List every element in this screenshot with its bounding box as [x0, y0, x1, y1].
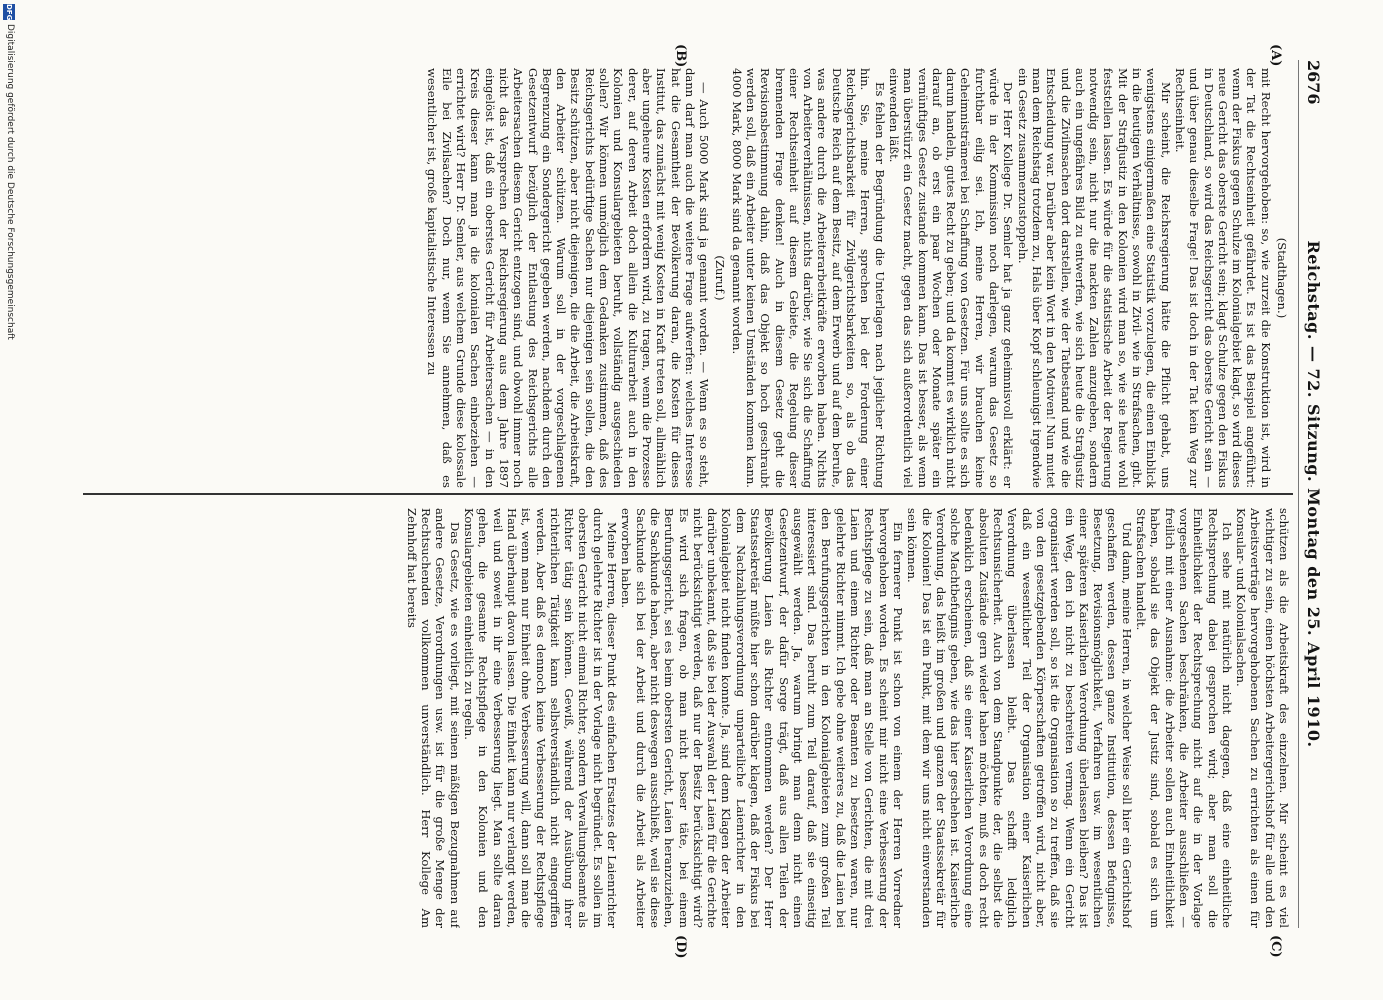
paragraph: Es fehlen der Begründung die Unterlagen nach jeglicher Richtung hin. Sie, meine Herren, sprechen bei der Forderung einer Reichsgerichtsbarkeit für Zivilgerichtsbarkeiten so, als ob das Deutsche Reich auf dem Besitz, auf dem Erwerb und auf dem beruhe, was andere durch die Arbeiterarbeitkräfte erworben haben. Nichts von Arbeiterverhältnissen, nichts darüber, wie Sie sich die Schaffung einer Rechtseinheit auf diesem Gebiete, die Regelung dieser brennenden Frage denken! Auch in diesem Gesetz geht die Revisionsbestimmung dahin, daß das Objekt so hoch geschraubt werden soll, daß ein Arbeiter unter keinen Umständen kommen kann. 4000 Mark, 8000 Mark sind da genannt worden.	[729, 68, 887, 488]
right-column	[86, 508, 1291, 928]
credit-text: Digitalisierung gefördert durch die Deutsche Forschungsgemeinschaft	[5, 24, 15, 340]
margin-marker-c: (C)	[1268, 935, 1283, 958]
paragraph: Meine Herren, dieser Punkt des einfachen Ersatzes der Laienrichter durch gelehrte Richter ist in der Vorlage nicht begründet. Es sollen im obersten Gericht nicht einmal Richter, sondern Verwaltungsbeamte als Richter tätig sein können. Gewiß, während der Ausübung ihrer richterlichen Tätigkeit kann selbstverständlich nicht eingegriffen werden. Aber daß es dennoch keine Verbesserung der Rechtspflege ist, wenn man nur Einheit ohne Verbesserung will, dann soll man die Hand überhaupt davon lassen. Die Einheit kann nur verlangt werden, weil und soweit in ihr eine Verbesserung liegt. Man sollte daran gehen, die gesamte Rechtspflege in den Kolonien und den Konsulargebieten einheitlich zu regeln.	[462, 508, 620, 928]
paragraph: Das Gesetz, wie es vorliegt, mit seinen mäßigen Bezugnahmen auf andere Gesetze, Verordnungen usw. ist für die große Menge der Rechtsuchenden vollkommen unverständlich. Herr Kollege Am Zehnhoff hat bereits	[404, 508, 462, 928]
paragraph: Ein fernerer Punkt ist schon von einem der Herren Vorredner hervorgehoben worden. Es scheint mir nicht eine Verbesserung der Rechtspflege zu sein, daß man an Stelle von Gerichten, die mit drei Laien und einem Richter oder Beamten zu besetzen waren, nur gelehrte Richter nimmt. Ich gebe ohne weiteres zu, daß die Laien bei den Berufungsgerichten in den Kolonialgebieten zum großen Teil interessiert sind. Das beruht zum Teil darauf, daß sie einseitig ausgewählt werden. Ja, warum bringt man denn nicht einen Gesetzentwurf, der dafür Sorge trägt, daß aus allen Teilen der Bevölkerung Laien als Richter entnommen werden? Der Herr Staatssekretär müßte hier schon darüber klagen, daß der Fiskus bei dem Nachzahlungsverordnung unparteiliche Laienrichter in den Kolonialgebiet nicht finden konnte. Ja, sind denn Klagen der Arbeiter darüber unbekannt, daß sie bei der Auswahl der Laien für die Gerichte nicht berücksichtigt werden, daß nur der Besitz berücksichtigt wird? Es wird sich fragen, ob man nicht besser täte, bei einem Berufungsgericht, sei es beim obersten Gericht, Laien heranzuziehen, die Sachkunde haben, aber nicht deswegen ausschließt, weil sie diese Sachkunde sich bei der Arbeit und durch die Arbeit als Arbeiter erworben haben.	[619, 508, 905, 928]
dfg-logo-icon: DFG	[5, 4, 13, 21]
paragraph: schützen als die Arbeitskraft des einzelnen. Mir scheint es viel wichtiger zu sein, einen höchsten Arbeitergerichtshof für alle und den Arbeitsverträge hervorgehobenen Sachen zu errichten als einen für Konsular- und Kolonialsachen.	[1234, 508, 1291, 928]
page-title: Reichstag. — 72. Sitzung. Montag den 25. April 1910.	[1304, 240, 1323, 748]
margin-marker-d: (D)	[673, 935, 688, 959]
paragraph: — Auch 5000 Mark sind ja genannt worden. — Wenn es so steht, dann darf man auch die weitere Frage aufwerfen: welches Interesse hat die Gesamtheit der Bevölkerung daran, die Kosten für dieses Institut, das zunächst mit wenig Kosten in Kraft treten soll, allmählich aber ungeheure Kosten erfordern wird, zu tragen, wenn die Prozesse derer, auf deren Arbeit doch allein die Kulturarbeit auch in den Kolonien und Konsulargebieten beruht, vollständig ausgeschieden sollen? Wir können unmöglich dem Gedanken zustimmen, daß des Reichsgerichts bedürftige Sachen nur diejenigen sein sollen, die den Besitz schützen, aber nicht diejenigen, die die Arbeit, die Arbeitskraft, den Arbeiter schützen. Warum soll in der vorgeschlagenen Begrenzung ein Sondergericht gegeben werden, nachdem durch den Gesetzentwurf bezüglich der Entlastung des Reichsgerichts alle Arbeitersachen diesem Gericht entzogen sind, und obwohl immer noch nicht das Versprechen der Reichsregierung aus dem Jahre 1897 eingelöst ist, daß ein oberstes Gericht für Arbeitersachen — in den Kreis dieser kann man ja die kolonialen Sachen einbeziehen — errichtet wird? Herr Dr. Semler, aus welchem Grunde diese kolossale Eile bei Zivilsachen? Doch nur, wenn Sie annehmen, daß es wesentlicher ist, große kapitalistische Interessen zu	[425, 68, 712, 488]
paragraph: Mir scheint, die Reichsregierung hätte die Pflicht gehabt, uns wenigstens einigermaßen eine Statistik vorzulegen, die einen Einblick in die heutigen Verhältnisse, sowohl in Zivil- wie in Strafsachen, gibt. Mit der Strafjustiz in den Kolonien wird man so, wie sie heute wohl feststellen lassen. Es würde für die statistische Arbeit der Regierung notwendig sein, nicht nur die nackten Zahlen anzugeben, sondern auch ein ungefähres Bild zu entwerfen, wie sich heute die Strafjustiz und die Zivilmsachen dort darstellen, wie der Tatbestand und wie die Entscheidung war. Darüber aber kein Wort in den Motiven! Nun mutet man dem Reichstag trotzdem zu, Hals über Kopf schleunigst irgendwie ein Gesetz zusammenzustoppeln.	[1015, 68, 1173, 488]
digitization-credit	[1, 0, 15, 1000]
page-header	[1298, 60, 1323, 928]
paragraph: Ich sehe mit natürlich nicht dagegen, daß eine einheitliche Rechtsprechung dabei gesprochen wird; aber man soll die Einheitlichkeit der Rechtsprechung nicht auf die in der Vorlage vorgesehenen Sachen beschränken, die Arbeiter ausschließen — freilich mit einer Ausnahme: die Arbeiter sollen auch Einheitlichkeit haben, sobald sie das Objekt der Justiz sind, sobald es sich um Strafsachen handelt.	[1134, 508, 1234, 928]
margin-marker-b: (B)	[673, 44, 688, 68]
paragraph: Und dann, meine Herren, in welcher Weise soll hier ein Gerichtshof geschaffen werden, dessen ganze Institution, dessen Befugnisse, Besetzung, Revisionsmöglichkeit, Verfahren usw. im wesentlichen einer späteren Kaiserlichen Verordnung überlassen bleiben? Das ist ein Weg, den ich nicht zu beschreiten vermag. Wenn ein Gericht organisiert werden soll, so ist die Organisation so zu treffen, daß sie von den gesetzgebenden Körperschaften getroffen wird, nicht aber, daß ein wesentlicher Teil der Organisation einer Kaiserlichen Verordnung überlassen bleibt. Das schafft lediglich Rechtsunsicherheit. Auch von dem Standpunkte der, die selbst die absoluten Zustände gern wieder haben möchten, muß es doch recht bedenklich erscheinen, daß sie einer Kaiserlichen Verordnung eine solche Machtbefugnis geben, wie das hier geschehen ist. Kaiserliche Verordnung, das heißt im großen und ganzen der Staatssekretär für die Kolonien! Das ist ein Punkt, mit dem wir uns nicht einverstanden sein können.	[905, 508, 1134, 928]
speaker-label: (Stadthagen.)	[1275, 237, 1289, 319]
column-divider	[83, 493, 1293, 495]
paragraph: mit Recht hervorgehoben: so, wie zurzeit die Konstruktion ist, wird in der Tat die Rechtseinheit gefährdet. Es ist das Beispiel angeführt: wenn der Fiskus gegen Schulze im Kolonialgebiet klagt, so wird dieses neue Gericht das oberste Gericht sein; klagt Schulze gegen den Fiskus in Deutschland, so wird das Reichsgericht das oberste Gericht sein — und über genau dieselbe Frage! Das ist doch in der Tat kein Weg zur Rechtseinheit.	[1172, 68, 1273, 488]
paragraph: Der Herr Kollege Dr. Semler hat ja ganz geheimnisvoll erklärt: er würde in der Kommission noch darlegen, warum das Gesetz so furchtbar eilig sei. Ich, meine Herren, wir brauchen keine Geheimnisträmerei bei Schaffung von Gesetzen. Für uns sollte es sich darum handeln, gutes Recht zu geben; und da kommt es wirklich nicht darauf an, ob erst ein paar Wochen oder Monate später ein vernünftiges Gesetz zustande kommen kann. Das ist besser, als wenn man überstürzt ein Gesetz macht, gegen das sich außerordentlich viel einwenden läßt.	[886, 68, 1016, 488]
interjection: (Zuruf.)	[713, 255, 728, 301]
left-column	[86, 68, 1291, 488]
page-number: 2676	[1304, 60, 1323, 105]
margin-marker-a: (A)	[1268, 44, 1283, 67]
